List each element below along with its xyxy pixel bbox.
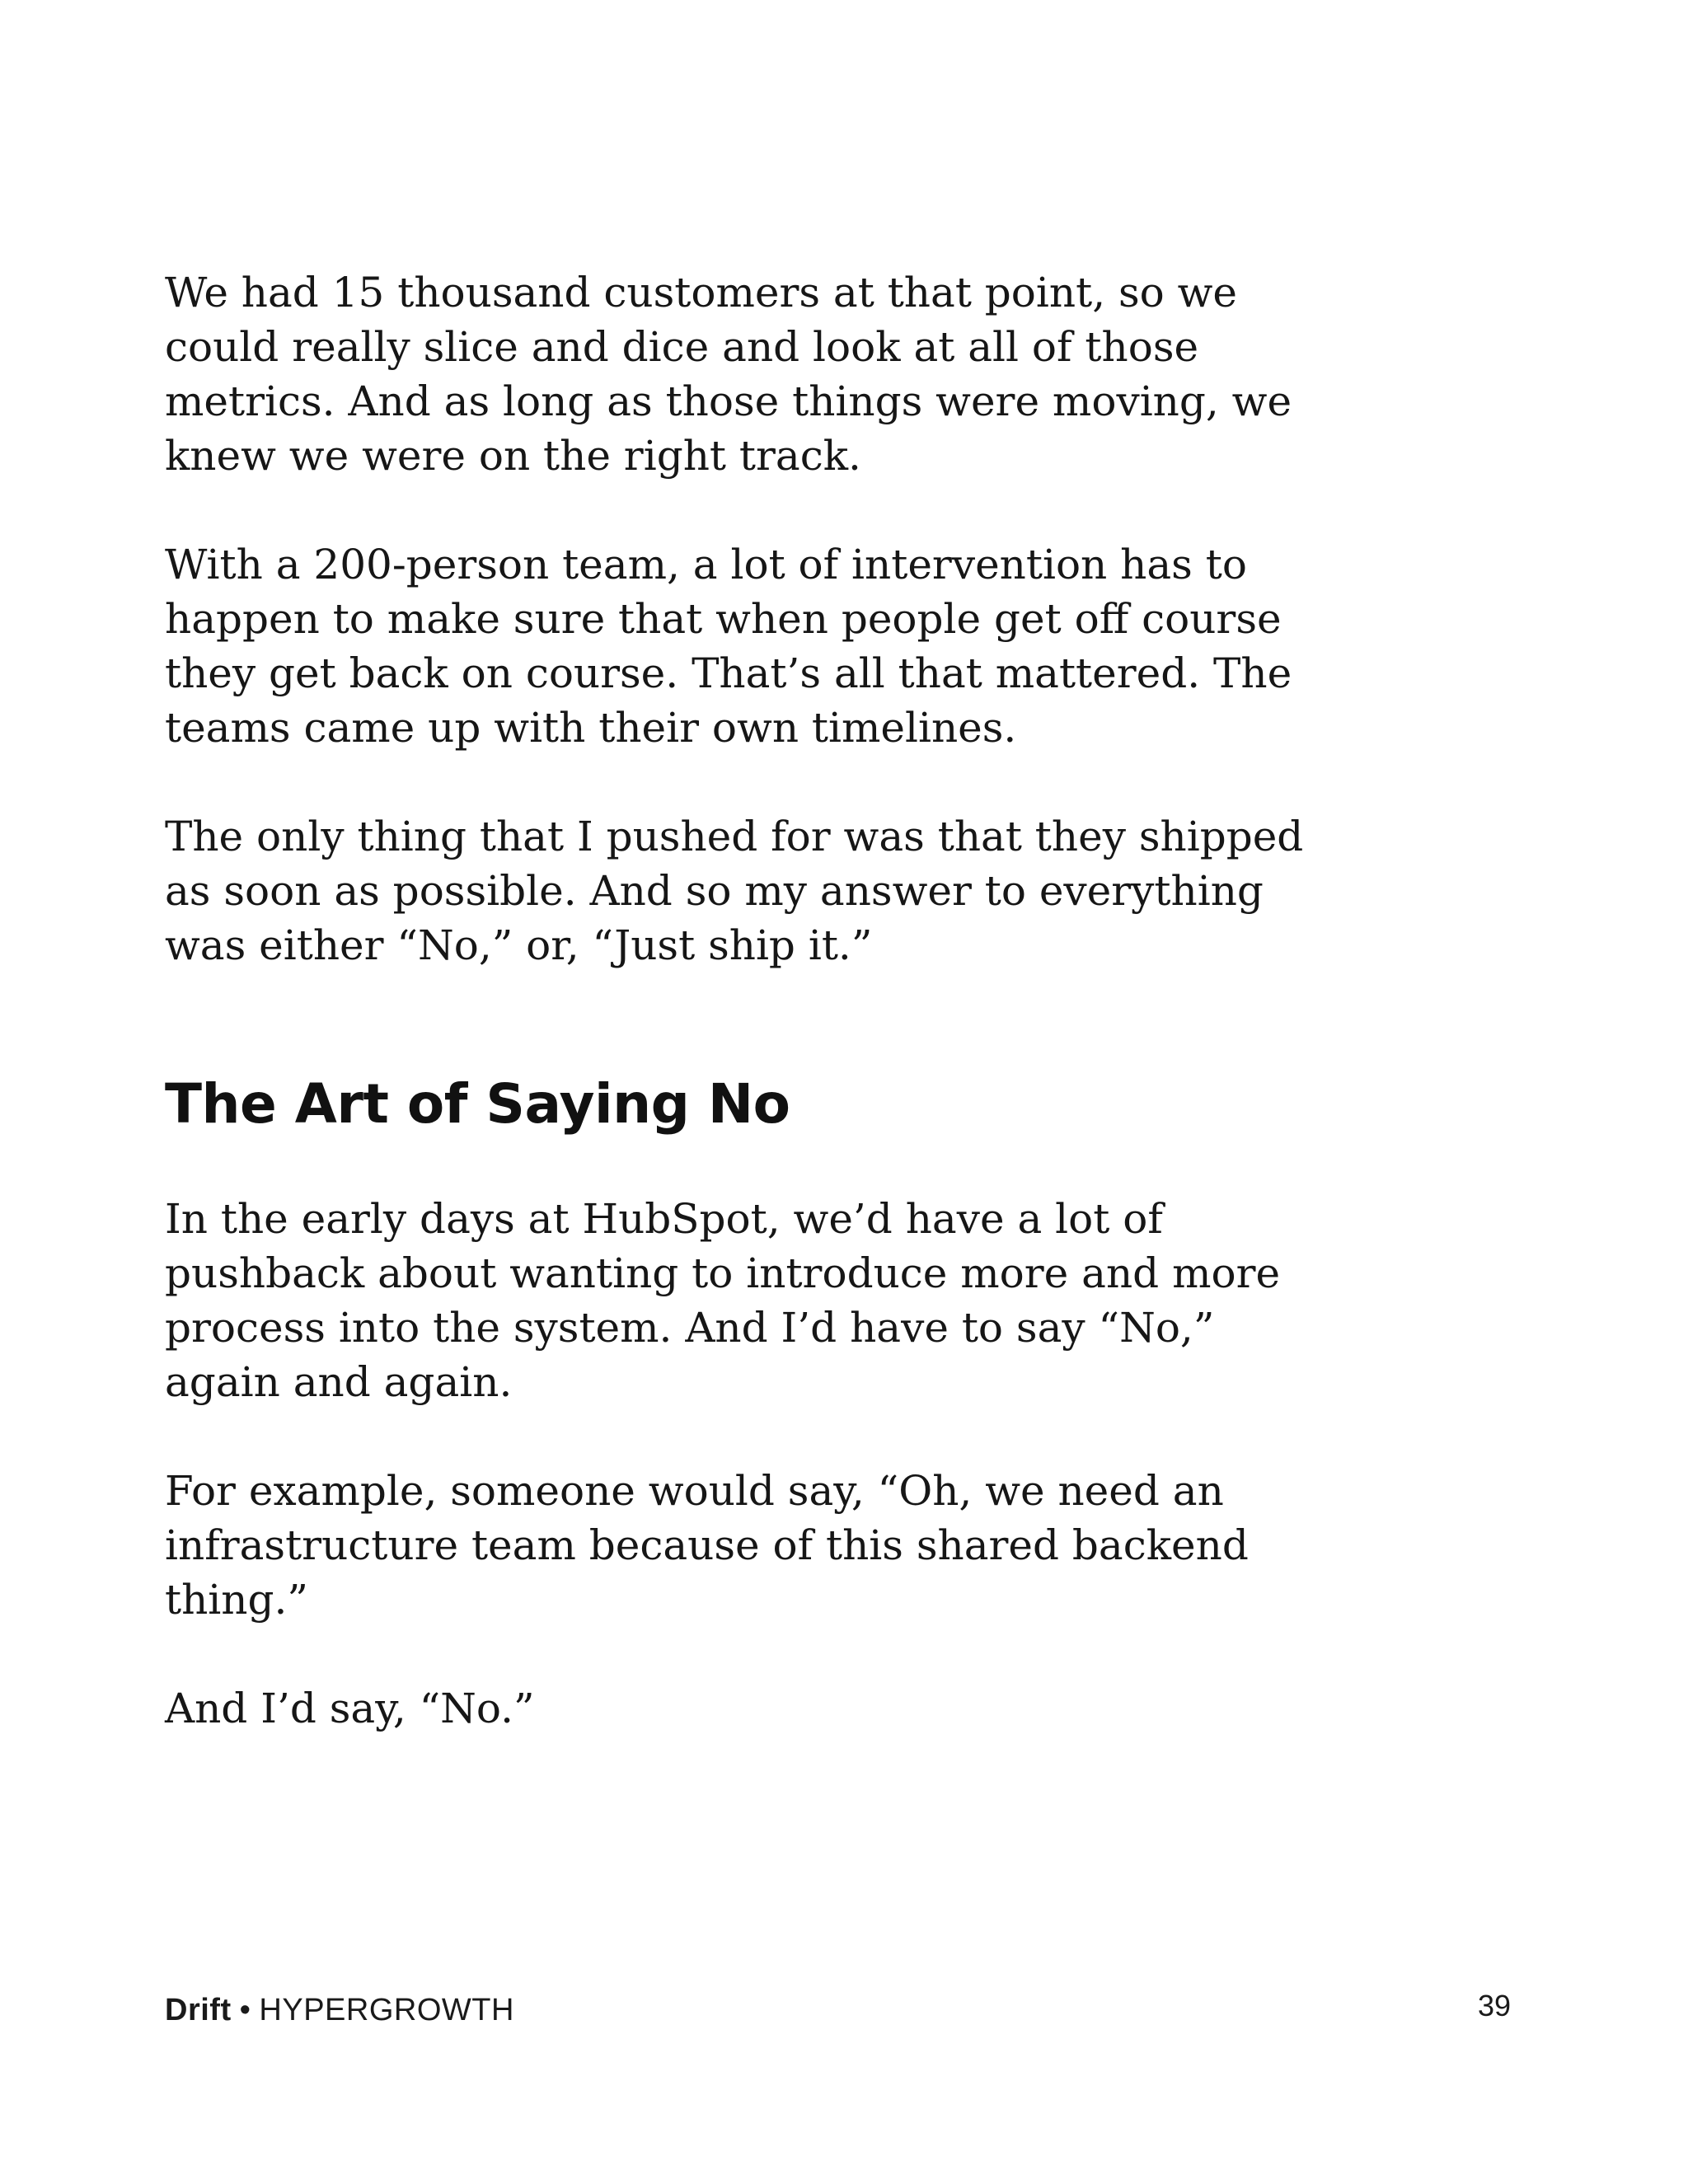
section-heading: The Art of Saying No xyxy=(165,1072,790,1136)
paragraph-example: For example, someone would say, “Oh, we need an infrastructure team because of this shared backend thing.” xyxy=(165,1467,1249,1624)
paragraph-ship-it: The only thing that I pushed for was that they shipped as soon as possible. And so my answer to everything was either “No,” or, “Just ship it.” xyxy=(165,813,1304,969)
paragraph-customers: We had 15 thousand customers at that point, so we could really slice and dice and look at all of those metrics. And as long as those things were moving, we knew we were on the right track. xyxy=(165,269,1292,480)
footer xyxy=(165,1990,514,2030)
paragraph-team: With a 200-person team, a lot of intervention has to happen to make sure that when people get off course they get back on course. That’s all that mattered. The teams came up with their own timelines. xyxy=(165,541,1292,752)
paragraph-no: And I’d say, “No.” xyxy=(165,1685,535,1732)
footer-separator: • xyxy=(239,1993,251,2027)
paragraph-hubspot: In the early days at HubSpot, we’d have a lot of pushback about wanting to introduce more and more process into the system. And I’d have to say “No,” again and again. xyxy=(165,1195,1281,1406)
footer-brand: Drift xyxy=(165,1993,232,2027)
footer-title: HYPERGROWTH xyxy=(259,1993,514,2027)
page-number: 39 xyxy=(1477,1989,1511,2022)
